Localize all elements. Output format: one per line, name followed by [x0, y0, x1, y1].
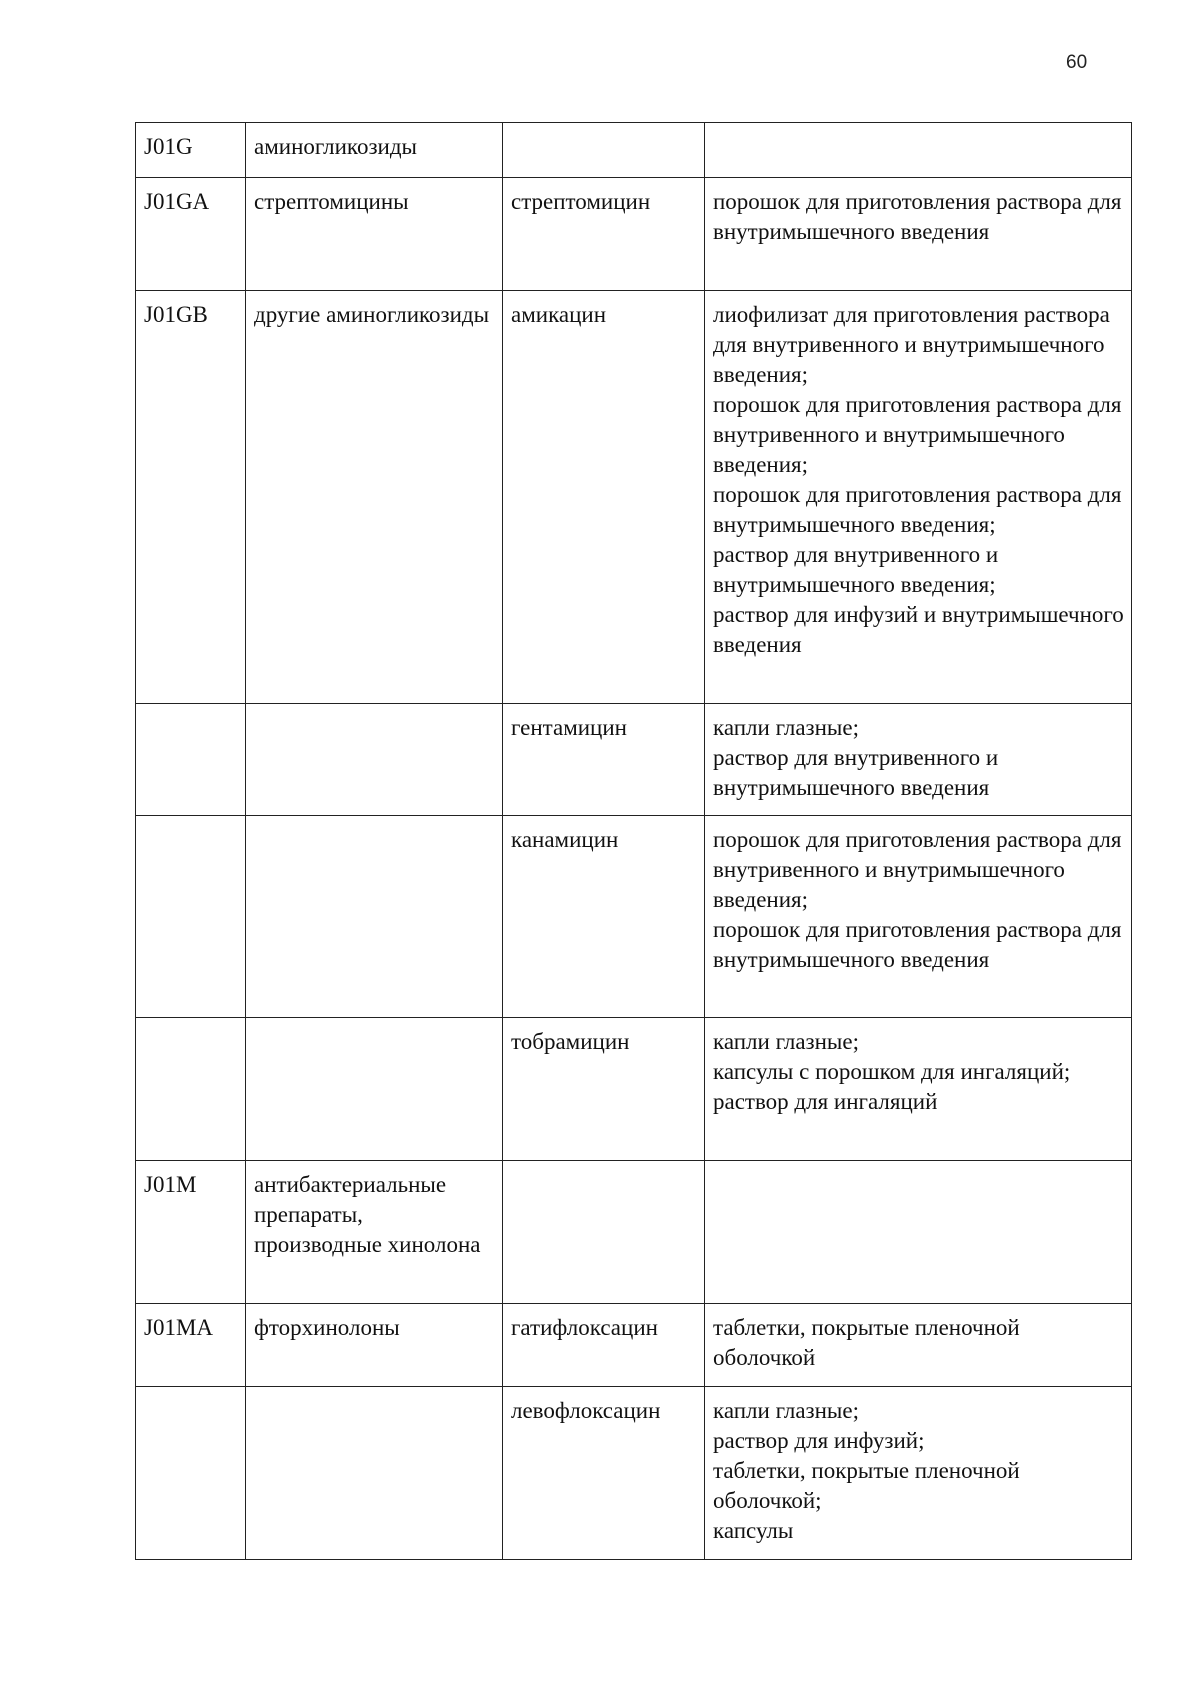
- atc-group-cell: [246, 1018, 503, 1161]
- atc-code-cell: J01MA: [136, 1304, 246, 1387]
- atc-code-cell: J01GB: [136, 291, 246, 704]
- drug-name-cell: [503, 1161, 705, 1304]
- dosage-form-cell: порошок для приготовления раствора для внутримышечного введения: [705, 178, 1132, 291]
- table-row: [136, 1387, 1132, 1560]
- atc-code-cell: [136, 1018, 246, 1161]
- dosage-form-cell: лиофилизат для приготовления раствора для внутривенного и внутримышечного введения; порошок для приготовления раствора для внутривенного и внутримышечного введения; порошок для приготовления раствора для внутримышечного введения; раствор для внутривенного и внутримышечного введения; раствор для инфузий и внутримышечного введения: [705, 291, 1132, 704]
- drug-name-cell: тобрамицин: [503, 1018, 705, 1161]
- atc-code-cell: [136, 1387, 246, 1560]
- dosage-form-cell: капли глазные; капсулы с порошком для ингаляций; раствор для ингаляций: [705, 1018, 1132, 1161]
- table-row: [136, 123, 1132, 178]
- atc-code-cell: J01GA: [136, 178, 246, 291]
- atc-group-cell: стрептомицины: [246, 178, 503, 291]
- dosage-form-cell: таблетки, покрытые пленочной оболочкой: [705, 1304, 1132, 1387]
- atc-drug-table: [135, 122, 1132, 1560]
- table-row: [136, 704, 1132, 816]
- drug-name-cell: стрептомицин: [503, 178, 705, 291]
- atc-group-cell: аминогликозиды: [246, 123, 503, 178]
- page-number: 60: [1066, 52, 1088, 73]
- atc-code-cell: [136, 704, 246, 816]
- atc-group-cell: [246, 704, 503, 816]
- drug-name-cell: амикацин: [503, 291, 705, 704]
- dosage-form-cell: капли глазные; раствор для инфузий; таблетки, покрытые пленочной оболочкой; капсулы: [705, 1387, 1132, 1560]
- table-row: [136, 178, 1132, 291]
- drug-name-cell: [503, 123, 705, 178]
- atc-group-cell: [246, 1387, 503, 1560]
- table-row: [136, 1018, 1132, 1161]
- atc-group-cell: фторхинолоны: [246, 1304, 503, 1387]
- drug-name-cell: гатифлоксацин: [503, 1304, 705, 1387]
- atc-code-cell: J01M: [136, 1161, 246, 1304]
- atc-group-cell: антибактериальные препараты, производные хинолона: [246, 1161, 503, 1304]
- table-row: [136, 1304, 1132, 1387]
- atc-group-cell: [246, 816, 503, 1018]
- drug-name-cell: гентамицин: [503, 704, 705, 816]
- dosage-form-cell: [705, 123, 1132, 178]
- dosage-form-cell: порошок для приготовления раствора для внутривенного и внутримышечного введения; порошок для приготовления раствора для внутримышечного введения: [705, 816, 1132, 1018]
- table-row: [136, 291, 1132, 704]
- drug-name-cell: левофлоксацин: [503, 1387, 705, 1560]
- atc-code-cell: J01G: [136, 123, 246, 178]
- drug-name-cell: канамицин: [503, 816, 705, 1018]
- atc-code-cell: [136, 816, 246, 1018]
- atc-group-cell: другие аминогликозиды: [246, 291, 503, 704]
- table-row: [136, 1161, 1132, 1304]
- dosage-form-cell: капли глазные; раствор для внутривенного и внутримышечного введения: [705, 704, 1132, 816]
- table-row: [136, 816, 1132, 1018]
- dosage-form-cell: [705, 1161, 1132, 1304]
